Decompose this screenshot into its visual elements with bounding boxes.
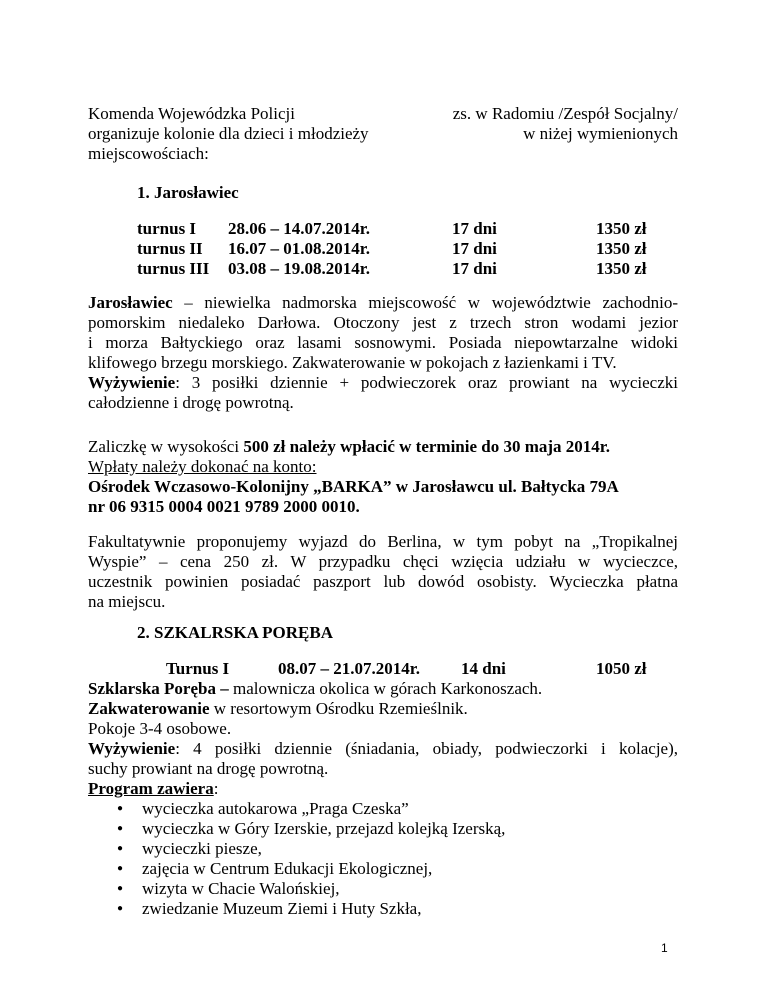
place-line [88, 679, 542, 699]
desc-line-3: i morza Bałtyckiego oraz lasami sosnowymi. Posiada niepowtarzalne widoki [88, 333, 678, 352]
turnus-1-name: turnus I [137, 219, 197, 238]
lodging-text: w resortowym Ośrodku Rzemieślnik. [209, 699, 468, 718]
program-label: Program zawiera [88, 779, 214, 798]
bullet-icon: ● [117, 883, 124, 894]
food-line-2: całodzienne i drogę powrotną. [88, 393, 294, 412]
lodging-label: Zakwaterowanie [88, 699, 210, 718]
account-intro: Wpłaty należy dokonać na konto: [88, 457, 317, 476]
food-line-1: : 3 posiłki dziennie + podwieczorek oraz prowiant na wycieczki [175, 373, 678, 392]
turnus-3-name: turnus III [137, 259, 210, 278]
desc-line-1: – niewielka nadmorska miejscowość w województwie zachodnio- [172, 293, 678, 312]
program-item-1: wycieczka autokarowa „Praga Czeska” [142, 799, 409, 818]
bullet-icon: ● [117, 823, 124, 834]
deposit-prefix: Zaliczkę w wysokości [88, 437, 244, 456]
turnus-3-days: 17 dni [452, 259, 497, 278]
turnus-1-price: 1350 zł [596, 219, 647, 238]
s2-food-paragraph [88, 739, 678, 779]
s2-food-label: Wyżywienie [88, 739, 176, 758]
turnus-2-name: turnus II [137, 239, 203, 258]
account-number: nr 06 9315 0004 0021 9789 2000 0010. [88, 497, 360, 516]
optional-line-2: Wyspie” – cena 250 zł. W przypadku chęci wzięcia udziału w wycieczce, [88, 552, 678, 571]
rooms-line: Pokoje 3-4 osobowe. [88, 719, 232, 738]
place-text: malownicza okolica w górach Karkonoszach. [232, 679, 543, 698]
program-item-5: wizyta w Chacie Walońskiej, [142, 879, 340, 898]
deposit-line [88, 437, 610, 457]
desc-line-2: pomorskim niedaleko Darłowa. Otoczony jest z trzech stron wodami jezior [88, 313, 678, 332]
bullet-icon: ● [117, 803, 124, 814]
program-item-3: wycieczki piesze, [142, 839, 262, 858]
header-left-line-2: organizuje kolonie dla dzieci i młodzieży [88, 124, 369, 143]
place-label: Szklarska Poręba – [88, 679, 233, 698]
optional-trip-paragraph [88, 532, 678, 612]
optional-line-4: na miejscu. [88, 592, 166, 611]
jaroslawiec-label: Jarosławiec [88, 293, 173, 312]
deposit-amount: 500 zł należy wpłacić w terminie do 30 maja 2014r. [243, 437, 611, 456]
jaroslawiec-description [88, 293, 678, 413]
section-2-heading: 2. SZKALRSKA PORĘBA [137, 623, 334, 642]
program-heading [88, 779, 218, 799]
turnus-2-dates: 16.07 – 01.08.2014r. [228, 239, 370, 258]
turnus-s2-dates: 08.07 – 21.07.2014r. [278, 659, 420, 678]
turnus-1-dates: 28.06 – 14.07.2014r. [228, 219, 370, 238]
program-item-6: zwiedzanie Muzeum Ziemi i Huty Szkła, [142, 899, 422, 918]
s2-food-line-2: suchy prowiant na drogę powrotną. [88, 759, 329, 778]
lodging-line [88, 699, 468, 719]
header-right-line-2: w niżej wymienionych [523, 124, 678, 143]
turnus-s2-price: 1050 zł [596, 659, 647, 678]
header-left-line-3: miejscowościach: [88, 144, 209, 163]
header-right-line-1: zs. w Radomiu /Zespół Socjalny/ [452, 104, 678, 123]
bullet-icon: ● [117, 843, 124, 854]
section-1-heading: 1. Jarosławiec [137, 183, 239, 202]
account-name: Ośrodek Wczasowo-Kolonijny „BARKA” w Jarosławcu ul. Bałtycka 79A [88, 477, 619, 496]
optional-line-3: uczestnik powinien posiadać paszport lub dowód osobisty. Wycieczka płatna [88, 572, 678, 591]
s2-food-line-1: : 4 posiłki dziennie (śniadania, obiady, podwieczorki i kolacje), [175, 739, 678, 758]
bullet-icon: ● [117, 863, 124, 874]
bullet-icon: ● [117, 903, 124, 914]
program-item-4: zajęcia w Centrum Edukacji Ekologicznej, [142, 859, 433, 878]
turnus-s2-days: 14 dni [461, 659, 506, 678]
food-label: Wyżywienie [88, 373, 176, 392]
page-number: 1 [661, 941, 668, 955]
turnus-1-days: 17 dni [452, 219, 497, 238]
turnus-2-price: 1350 zł [596, 239, 647, 258]
program-item-2: wycieczka w Góry Izerskie, przejazd kolejką Izerską, [142, 819, 506, 838]
optional-line-1: Fakultatywnie proponujemy wyjazd do Berlina, w tym pobyt na „Tropikalnej [88, 532, 678, 551]
turnus-3-dates: 03.08 – 19.08.2014r. [228, 259, 370, 278]
header-left-line-1: Komenda Wojewódzka Policji [88, 104, 295, 123]
desc-line-4: klifowego brzegu morskiego. Zakwaterowanie w pokojach z łazienkami i TV. [88, 353, 617, 372]
program-colon: : [213, 779, 219, 798]
turnus-2-days: 17 dni [452, 239, 497, 258]
turnus-s2-name: Turnus I [166, 659, 230, 678]
turnus-3-price: 1350 zł [596, 259, 647, 278]
